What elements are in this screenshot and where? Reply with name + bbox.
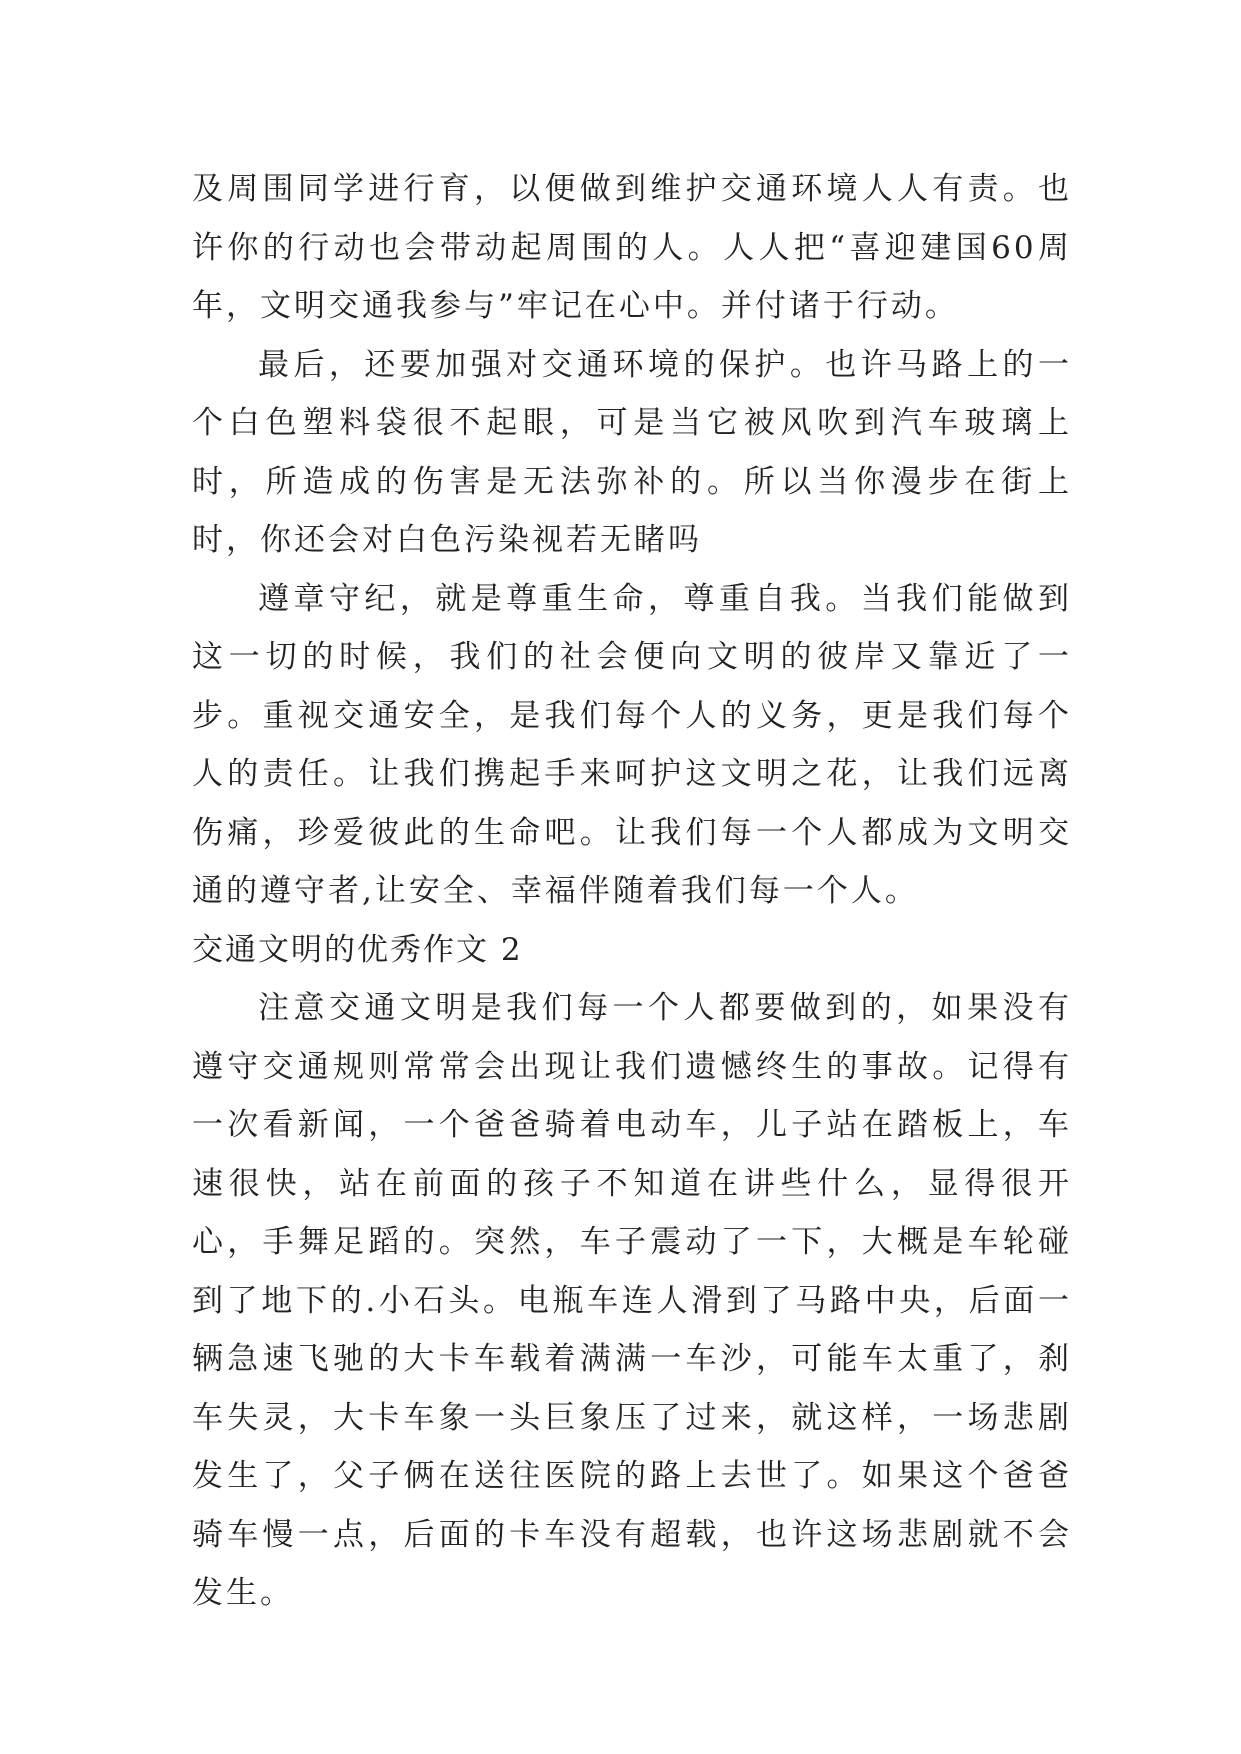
paragraph-2: 最后，还要加强对交通环境的保护。也许马路上的一个白色塑料袋很不起眼，可是当它被风吹到汽车玻璃上时，所造成的伤害是无法弥补的。所以当你漫步在街上时，你还会对白色污染视若无睹吗: [192, 346, 1072, 558]
document-body: [192, 160, 1072, 1623]
paragraph-3: 遵章守纪，就是尊重生命，尊重自我。当我们能做到这一切的时候，我们的社会便向文明的彼岸又靠近了一步。重视交通安全，是我们每个人的义务，更是我们每个人的责任。让我们携起手来呵护这文明之花，让我们远离伤痛，珍爱彼此的生命吧。让我们每一个人都成为文明交通的遵守者,让安全、幸福伴随着我们每一个人。: [192, 580, 1072, 909]
paragraph-4: 注意交通文明是我们每一个人都要做到的，如果没有遵守交通规则常常会出现让我们遗憾终生的事故。记得有一次看新闻，一个爸爸骑着电动车，儿子站在踏板上，车速很快，站在前面的孩子不知道在讲些什么，显得很开心，手舞足蹈的。突然，车子震动了一下，大概是车轮碰到了地下的.小石头。电瓶车连人滑到了马路中央，后面一辆急速飞驰的大卡车载着满满一车沙，可能车太重了，刹车失灵，大卡车象一头巨象压了过来，就这样，一场悲剧发生了，父子俩在送往医院的路上去世了。如果这个爸爸骑车慢一点，后面的卡车没有超载，也许这场悲剧就不会发生。: [192, 990, 1072, 1611]
paragraph-1: 及周围同学进行育，以便做到维护交通环境人人有责。也许你的行动也会带动起周围的人。人人把“喜迎建国60周年，文明交通我参与”牢记在心中。并付诸于行动。: [192, 171, 1072, 324]
section-title: 交通文明的优秀作文 2: [192, 931, 523, 968]
